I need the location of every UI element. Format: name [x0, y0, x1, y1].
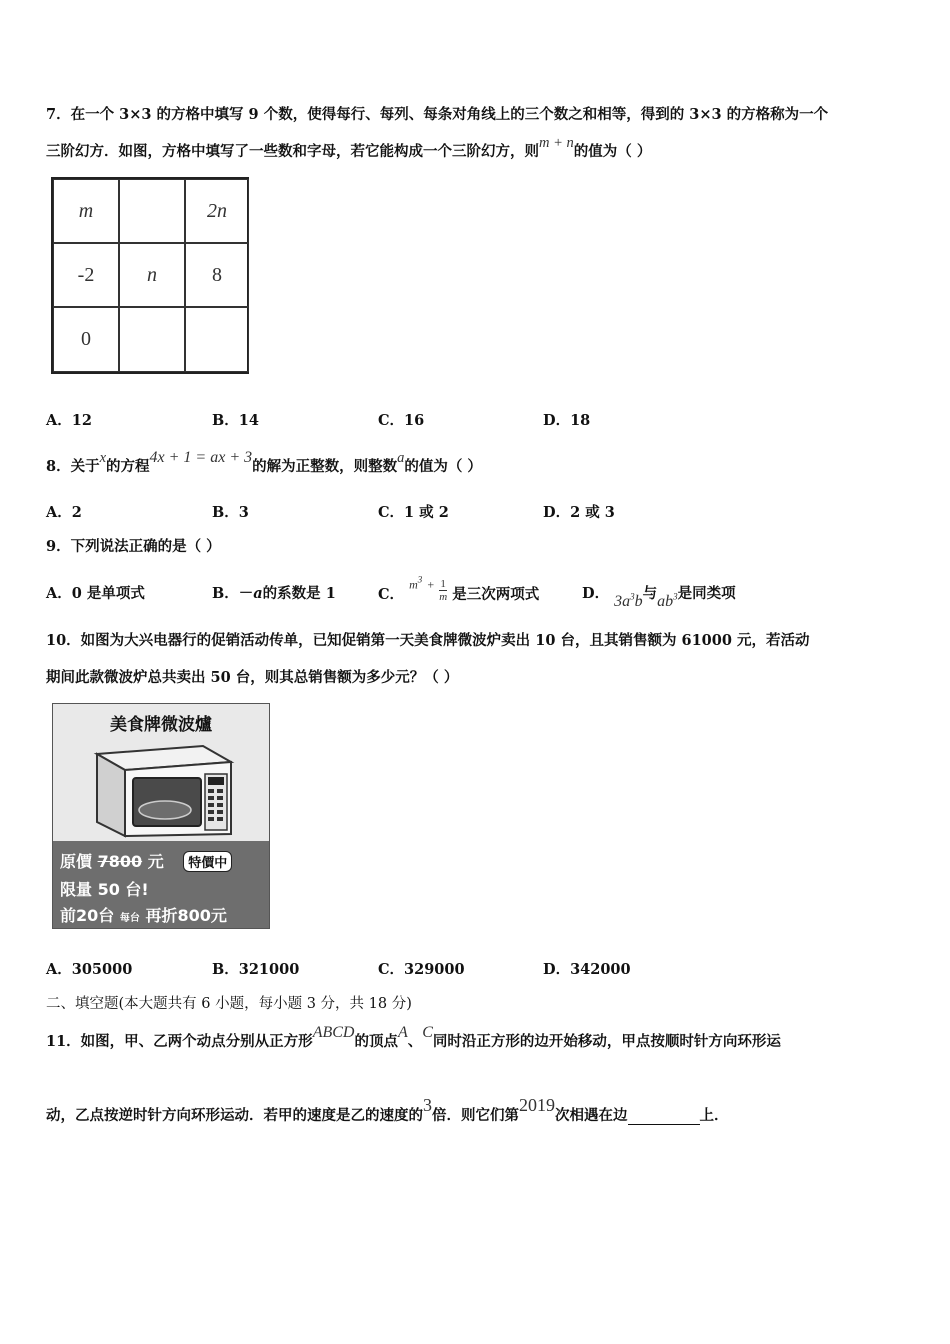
- q9-optd-t1-b: b: [634, 593, 643, 610]
- q8-pre: 8．关于: [46, 458, 100, 475]
- q9-optd-t1-exp: 3: [630, 591, 635, 602]
- q9-option-b[interactable]: [212, 582, 336, 603]
- q7-expr: m + n: [539, 135, 574, 151]
- q7-option-a[interactable]: A．12: [46, 412, 92, 429]
- microwave-poster: [52, 703, 270, 929]
- q9-optb-post: 的系数是 1: [262, 585, 336, 602]
- q9-optd-t1-coef: 3a: [614, 593, 631, 610]
- grid-cell: 0: [53, 307, 119, 372]
- q9-optc-den: m: [439, 591, 448, 603]
- q8-var-x: x: [99, 450, 107, 466]
- q7-line2: [46, 135, 652, 161]
- poster-discount: 再折800元: [145, 906, 227, 925]
- q8-option-c[interactable]: C．1 或 2: [378, 504, 449, 521]
- grid-cell: -2: [53, 243, 119, 307]
- q8-mid2: 的解为正整数，则整数: [252, 458, 398, 475]
- q11-pre: 11．如图，甲、乙两个动点分别从正方形: [46, 1033, 313, 1050]
- q11-sep: 、: [407, 1033, 423, 1050]
- grid-cell: [119, 307, 185, 372]
- q7-option-c[interactable]: C．16: [378, 412, 425, 429]
- answer-blank[interactable]: [628, 1110, 700, 1125]
- poster-title: 美食牌微波爐: [110, 715, 212, 735]
- q10-line2: 期间此款微波炉总共卖出 50 台，则其总销售额为多少元？（ ）: [46, 669, 459, 686]
- poster-discount-line: [60, 903, 227, 926]
- section-heading: 二、填空题(本大题共有 6 小题，每小题 3 分，共 18 分): [46, 996, 412, 1012]
- q9-optd-term1: [614, 593, 643, 610]
- q9-optc-m: m: [409, 577, 418, 592]
- q8-option-b[interactable]: B．3: [212, 504, 249, 521]
- q9-optb-pre: B．－: [212, 585, 254, 602]
- q7-option-d[interactable]: D．18: [543, 412, 591, 429]
- q11-square: ABCD: [312, 1024, 355, 1041]
- microwave-icon: [53, 734, 270, 844]
- q11-line2: [46, 1095, 729, 1125]
- poster-sale-tag: 特價中: [183, 851, 232, 872]
- q9-option-c[interactable]: [378, 572, 540, 603]
- q11-mid1: 的顶点: [354, 1033, 398, 1050]
- q9-option-a[interactable]: A．0 是单项式: [46, 585, 145, 602]
- q11-line2-mid: 倍．则它们第: [432, 1107, 519, 1124]
- q8-stem: [46, 449, 482, 476]
- q8-option-d[interactable]: D．2 或 3: [543, 504, 615, 521]
- q7-option-b[interactable]: B．14: [212, 412, 259, 429]
- q7-line2-pre: 三阶幻方．如图，方格中填写了一些数和字母，若它能构成一个三阶幻方，则: [46, 143, 539, 160]
- q8-equation: 4x + 1 = ax + 3: [149, 449, 253, 466]
- q10-line1: 10．如图为大兴电器行的促销活动传单，已知促销第一天美食牌微波炉卖出 10 台，且其销售额为 61000 元，若活动: [46, 632, 810, 649]
- q9-stem: 9．下列说法正确的是（ ）: [46, 538, 221, 555]
- q9-optd-term2: [657, 593, 678, 610]
- q10-option-a[interactable]: A．305000: [46, 961, 133, 978]
- q9-optc-plus: +: [427, 577, 435, 592]
- q9-optd-t2: ab: [657, 593, 674, 610]
- q9-option-d[interactable]: [582, 582, 736, 610]
- q11-line1: [46, 1024, 781, 1051]
- q9-optc-text: 是三次两项式: [452, 585, 540, 603]
- q9-optb-var: a: [253, 585, 263, 602]
- poster-first-qty: 前20台: [60, 906, 115, 925]
- q9-optd-text: 是同类项: [677, 585, 736, 602]
- q9-optc-exp: 3: [417, 574, 423, 585]
- q8-var-a: a: [397, 450, 405, 466]
- magic-square-grid: [51, 177, 249, 374]
- poster-limit: 限量 50 台!: [60, 880, 149, 899]
- q11-vertex-c: C: [422, 1024, 433, 1041]
- q11-line2-post: 次相遇在边: [555, 1107, 628, 1124]
- poster-each: 每台: [119, 913, 140, 924]
- grid-cell: n: [119, 243, 185, 307]
- q10-option-c[interactable]: C．329000: [378, 961, 465, 978]
- q9-optc-label: C．: [378, 585, 405, 603]
- grid-cell: [185, 307, 249, 372]
- grid-cell: m: [53, 179, 119, 243]
- q9-optd-and: 与: [642, 585, 658, 602]
- q7-line2-post: 的值为（ ）: [573, 143, 652, 160]
- q11-times: 3: [423, 1095, 432, 1115]
- q9-optd-t2-exp: 3: [673, 591, 678, 602]
- q8-mid1: 的方程: [106, 458, 150, 475]
- poster-price: 7800: [97, 852, 143, 871]
- poster-info-panel: [53, 841, 269, 929]
- q10-option-b[interactable]: B．321000: [212, 961, 300, 978]
- q11-vertex-a: A: [397, 1024, 408, 1041]
- poster-price-line: [60, 849, 232, 872]
- q7-line1: 7．在一个 3×3 的方格中填写 9 个数，使得每行、每列、每条对角线上的三个数之和相等，得到的 3×3 的方格称为一个: [46, 106, 829, 123]
- grid-cell: 8: [185, 243, 249, 307]
- q10-option-d[interactable]: D．342000: [543, 961, 631, 978]
- q9-optc-num: 1: [440, 578, 446, 590]
- q8-option-a[interactable]: A．2: [46, 504, 82, 521]
- q11-mid2: 同时沿正方形的边开始移动，甲点按顺时针方向环形运: [432, 1033, 781, 1050]
- q11-line2-pre: 动，乙点按逆时针方向环形运动．若甲的速度是乙的速度的: [46, 1107, 423, 1124]
- grid-cell: [119, 179, 185, 243]
- poster-price-unit: 元: [147, 852, 164, 871]
- poster-price-label: 原價: [60, 852, 93, 871]
- q9-optc-fraction: [439, 578, 447, 603]
- grid-cell: 2n: [185, 179, 249, 243]
- q11-nth: 2019: [519, 1095, 555, 1115]
- q8-post: 的值为（ ）: [404, 458, 482, 475]
- q11-line2-end: 上．: [699, 1107, 729, 1124]
- q9-optd-label: D．: [582, 585, 610, 602]
